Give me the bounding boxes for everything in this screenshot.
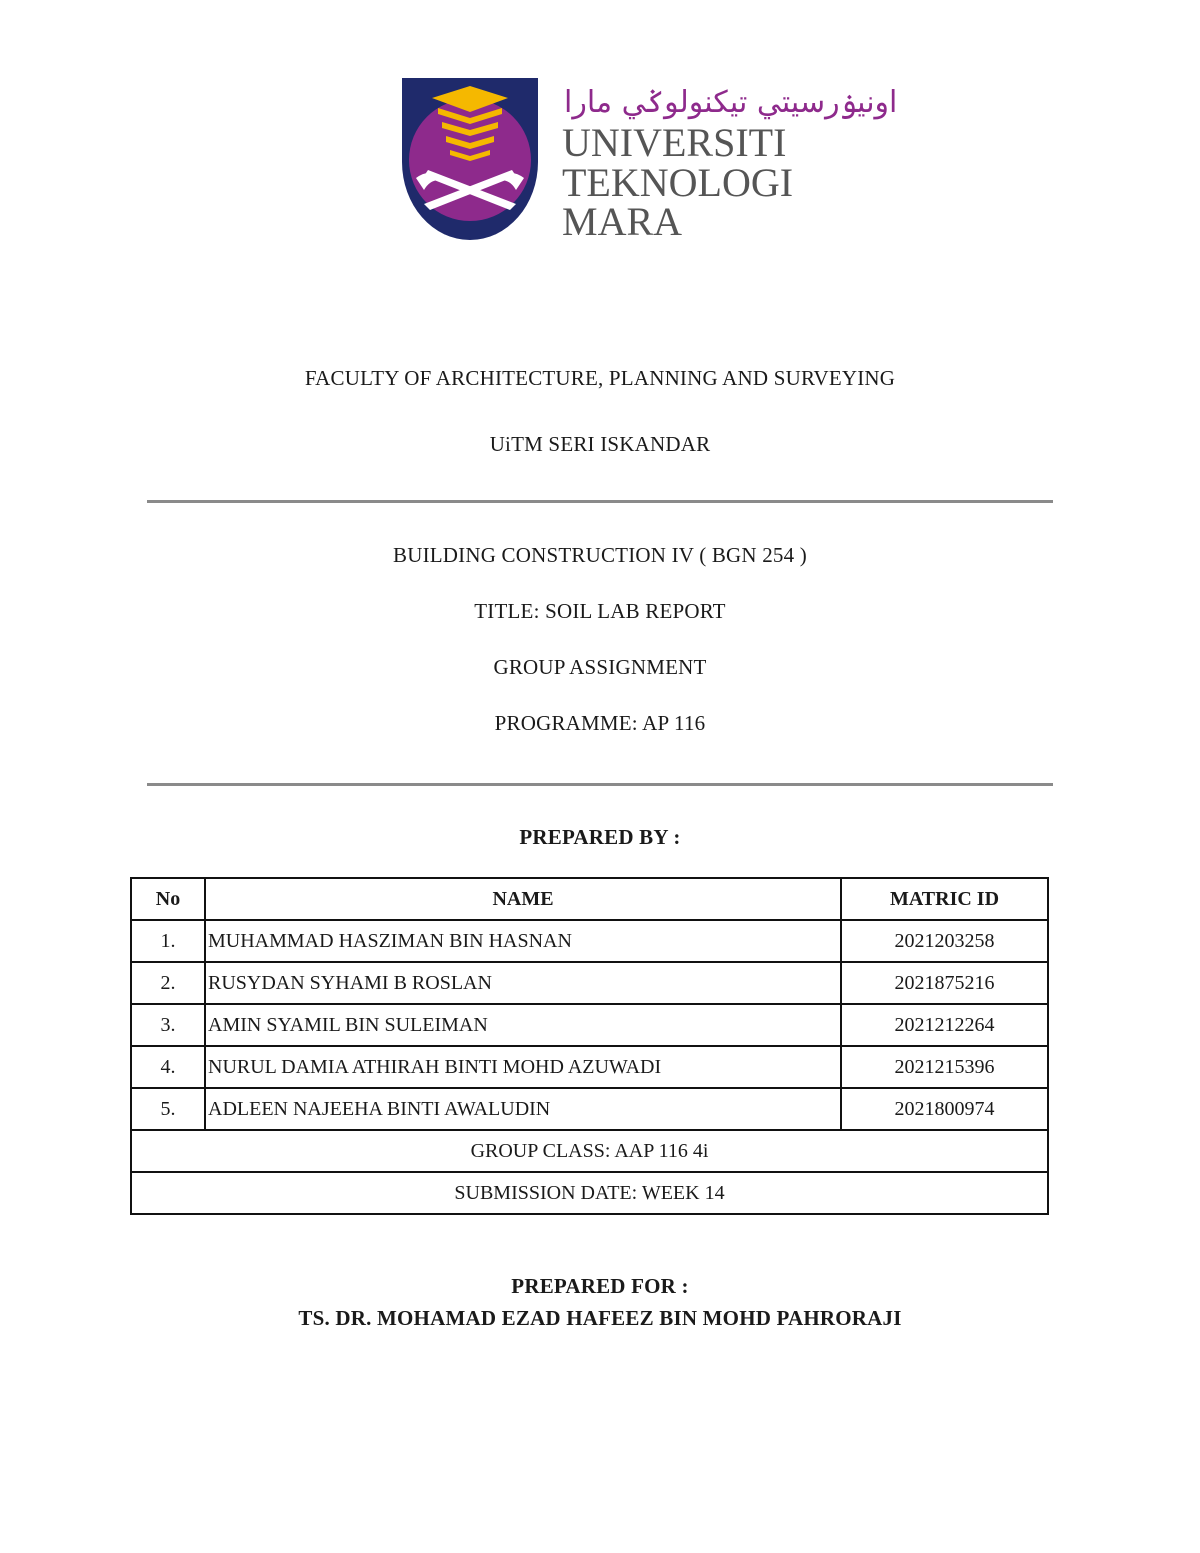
- uitm-logo: [402, 78, 898, 244]
- prepared-for-label: PREPARED FOR :: [511, 1274, 689, 1298]
- header-matric-id: MATRIC ID: [841, 878, 1048, 920]
- row-matric-id: 2021215396: [841, 1046, 1048, 1088]
- row-no: 3.: [131, 1004, 205, 1046]
- logo-line-3: MARA: [562, 199, 683, 244]
- report-title: TITLE: SOIL LAB REPORT: [474, 599, 726, 623]
- header-name: NAME: [205, 878, 841, 920]
- row-no: 1.: [131, 920, 205, 962]
- row-matric-id: 2021875216: [841, 962, 1048, 1004]
- row-no: 5.: [131, 1088, 205, 1130]
- logo-arabic-text: اونيۏرسيتي تيكنولوݢي مارا: [564, 85, 898, 120]
- table-row: [131, 1004, 1048, 1046]
- row-name: AMIN SYAMIL BIN SULEIMAN: [205, 1004, 841, 1046]
- group-class-row: [131, 1130, 1048, 1172]
- assignment-type: GROUP ASSIGNMENT: [493, 655, 707, 679]
- divider-bottom: [147, 783, 1053, 786]
- members-table: [130, 877, 1049, 1215]
- campus-name: UiTM SERI ISKANDAR: [489, 432, 711, 456]
- row-no: 4.: [131, 1046, 205, 1088]
- faculty-name: FACULTY OF ARCHITECTURE, PLANNING AND SURVEYING: [304, 366, 896, 390]
- programme: PROGRAMME: AP 116: [494, 711, 706, 735]
- row-name: NURUL DAMIA ATHIRAH BINTI MOHD AZUWADI: [205, 1046, 841, 1088]
- logo-line-2: TEKNOLOGI: [562, 160, 794, 205]
- row-name: ADLEEN NAJEEHA BINTI AWALUDIN: [205, 1088, 841, 1130]
- table-header-row: [131, 878, 1048, 920]
- table-row: [131, 962, 1048, 1004]
- course-name: BUILDING CONSTRUCTION IV ( BGN 254 ): [393, 543, 807, 567]
- lecturer-name: TS. DR. MOHAMAD EZAD HAFEEZ BIN MOHD PAHRORAJI: [298, 1306, 902, 1330]
- table-row: [131, 1046, 1048, 1088]
- row-name: RUSYDAN SYHAMI B ROSLAN: [205, 962, 841, 1004]
- submission-row: [131, 1172, 1048, 1214]
- row-matric-id: 2021800974: [841, 1088, 1048, 1130]
- header-no: No: [131, 878, 205, 920]
- submission-date: SUBMISSION DATE: WEEK 14: [131, 1172, 1048, 1214]
- group-class: GROUP CLASS: AAP 116 4i: [131, 1130, 1048, 1172]
- logo-line-1: UNIVERSITI: [562, 120, 787, 165]
- row-matric-id: 2021212264: [841, 1004, 1048, 1046]
- divider-top: [147, 500, 1053, 503]
- row-no: 2.: [131, 962, 205, 1004]
- table-row: [131, 1088, 1048, 1130]
- row-name: MUHAMMAD HASZIMAN BIN HASNAN: [205, 920, 841, 962]
- table-row: [131, 920, 1048, 962]
- row-matric-id: 2021203258: [841, 920, 1048, 962]
- prepared-by-label: PREPARED BY :: [519, 825, 681, 849]
